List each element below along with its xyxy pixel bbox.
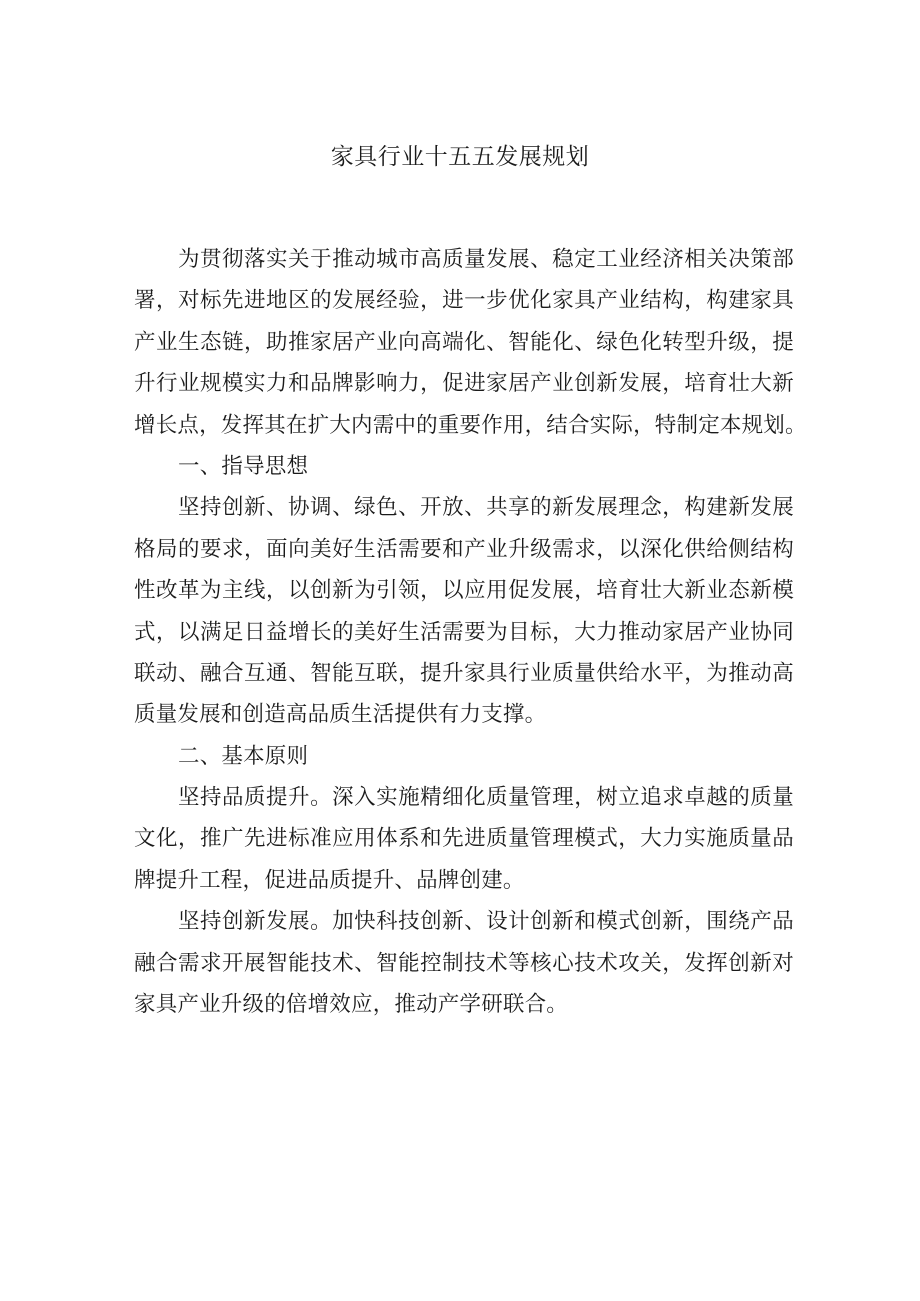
- paragraph-3-line-2: 文化，推广先进标准应用体系和先进质量管理模式，大力实施质量品: [134, 826, 794, 852]
- paragraph-2-line-1: 坚持创新、协调、绿色、开放、共享的新发展理念，构建新发展: [178, 495, 794, 521]
- paragraph-1-line-5: 增长点，发挥其在扩大内需中的重要作用，结合实际，特制定本规划。: [134, 412, 807, 438]
- paragraph-2-line-2: 格局的要求，面向美好生活需要和产业升级需求，以深化供给侧结构: [134, 536, 794, 562]
- document-title: 家具行业十五五发展规划: [330, 144, 590, 170]
- paragraph-2-line-5: 联动、融合互通、智能互联，提升家具行业质量供给水平，为推动高: [134, 660, 794, 686]
- paragraph-2-line-6: 质量发展和创造高品质生活提供有力支撑。: [134, 702, 547, 728]
- document-body: [134, 243, 807, 1029]
- paragraph-1-line-2: 署，对标先进地区的发展经验，进一步优化家具产业结构，构建家具: [134, 288, 794, 314]
- paragraph-1-line-4: 升行业规模实力和品牌影响力，促进家居产业创新发展，培育壮大新: [134, 371, 794, 397]
- paragraph-1-line-1: 为贯彻落实关于推动城市高质量发展、稳定工业经济相关决策部: [178, 247, 794, 272]
- paragraph-4-line-2: 融合需求开展智能技术、智能控制技术等核心技术攻关，发挥创新对: [134, 950, 794, 976]
- paragraph-2-line-3: 性改革为主线，以创新为引领，以应用促发展，培育壮大新业态新模: [134, 578, 794, 604]
- section-heading-1: 一、指导思想: [178, 453, 309, 479]
- section-heading-2: 二、基本原则: [178, 743, 309, 769]
- paragraph-4-line-3: 家具产业升级的倍增效应，推动产学研联合。: [134, 992, 569, 1018]
- paragraph-3-line-1: 坚持品质提升。深入实施精细化质量管理，树立追求卓越的质量: [178, 785, 794, 811]
- paragraph-1-line-3: 产业生态链，助推家居产业向高端化、智能化、绿色化转型升级，提: [134, 329, 794, 355]
- paragraph-3-line-3: 牌提升工程，促进品质提升、品牌创建。: [134, 867, 525, 893]
- paragraph-2-line-4: 式，以满足日益增长的美好生活需要为目标，大力推动家居产业协同: [134, 619, 794, 645]
- paragraph-4-line-1: 坚持创新发展。加快科技创新、设计创新和模式创新，围绕产品: [178, 909, 794, 935]
